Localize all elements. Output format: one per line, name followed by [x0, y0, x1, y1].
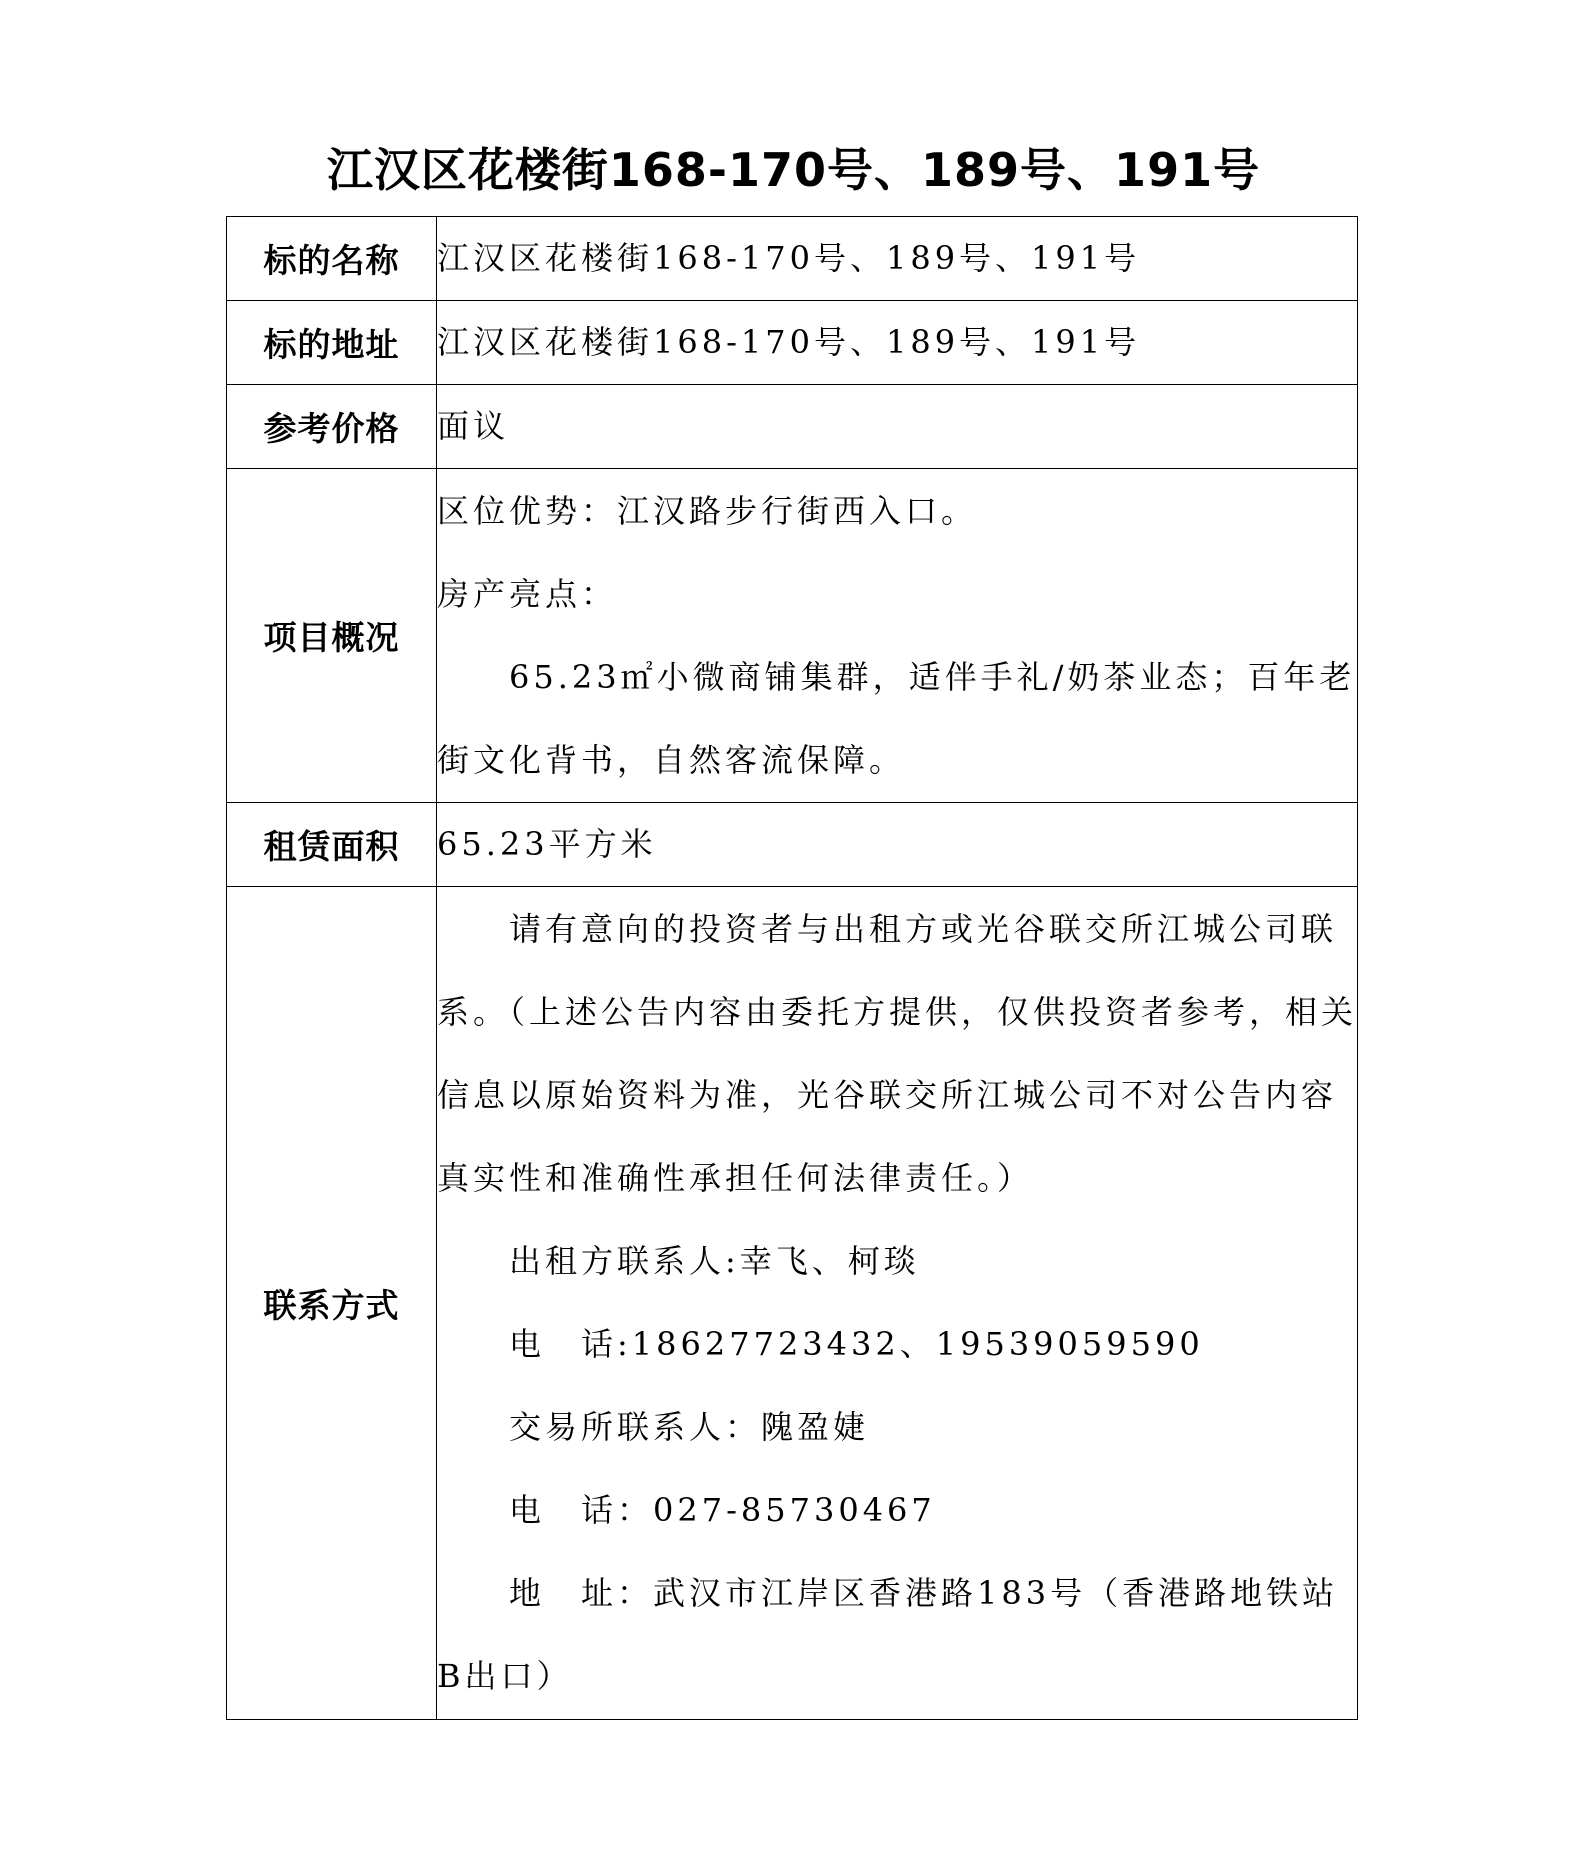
table-row-overview: [227, 469, 1358, 803]
label-overview: 项目概况: [227, 469, 437, 803]
table-row-area: [227, 803, 1358, 887]
info-table: [226, 216, 1358, 1720]
overview-location: 区位优势：江汉路步行街西入口。: [437, 491, 978, 530]
label-name: 标的名称: [227, 217, 437, 301]
label-price: 参考价格: [227, 385, 437, 469]
label-address: 标的地址: [227, 301, 437, 385]
page-title: 江汉区花楼街168-170号、189号、191号: [326, 143, 1261, 197]
exchange-address: 地 址：武汉市江岸区香港路183号（香港路地铁站B出口）: [437, 1574, 1339, 1695]
overview-highlights-title: 房产亮点：: [437, 574, 618, 613]
value-price: 面议: [437, 385, 1358, 469]
value-area: 65.23平方米: [437, 803, 1358, 887]
value-overview: [437, 469, 1358, 803]
value-address: 江汉区花楼街168-170号、189号、191号: [437, 301, 1358, 385]
lessor-phone: 电 话:18627723432、19539059590: [509, 1325, 1204, 1363]
label-contact: 联系方式: [227, 887, 437, 1720]
table-row-address: [227, 301, 1358, 385]
overview-highlights-text: 65.23㎡小微商铺集群，适伴手礼/奶茶业态；百年老街文化背书，自然客流保障。: [437, 657, 1356, 779]
lessor-contact: 出租方联系人:幸飞、柯琰: [509, 1242, 920, 1280]
exchange-contact: 交易所联系人：隗盈婕: [509, 1408, 870, 1446]
label-area: 租赁面积: [227, 803, 437, 887]
table-row-name: [227, 217, 1358, 301]
value-name: 江汉区花楼街168-170号、189号、191号: [437, 217, 1358, 301]
value-contact: [437, 887, 1358, 1720]
table-row-contact: [227, 887, 1358, 1720]
exchange-phone: 电 话：027-85730467: [509, 1491, 936, 1529]
contact-notice: 请有意向的投资者与出租方或光谷联交所江城公司联系。（上述公告内容由委托方提供，仅供投资者参考，相关信息以原始资料为准，光谷联交所江城公司不对公告内容真实性和准确性承担任何法律责任。）: [437, 910, 1358, 1197]
table-row-price: [227, 385, 1358, 469]
